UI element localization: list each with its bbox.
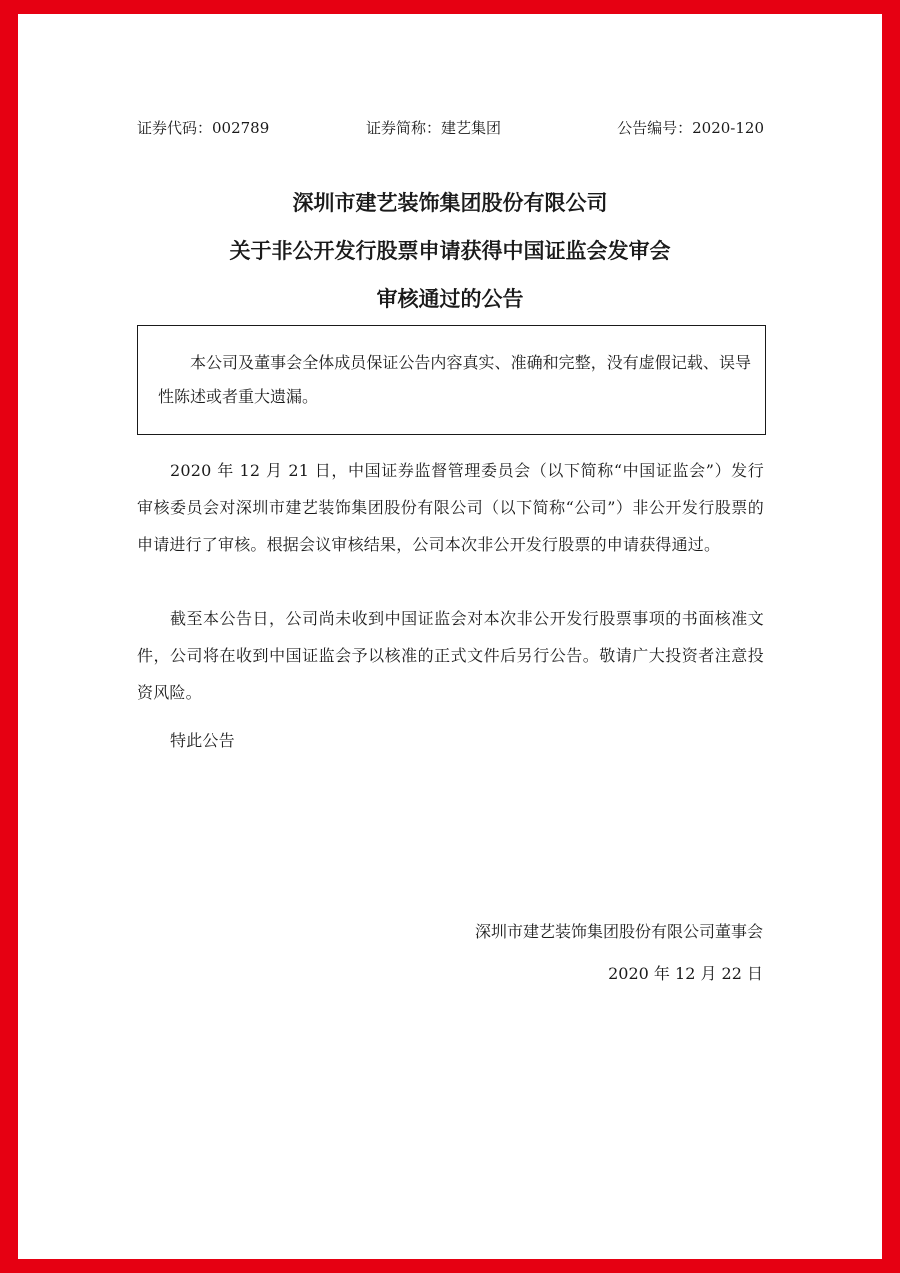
board-statement-text: 本公司及董事会全体成员保证公告内容真实、准确和完整，没有虚假记载、误导性陈述或者重大遗漏。 bbox=[158, 353, 751, 406]
title-line-3: 审核通过的公告 bbox=[376, 287, 524, 311]
signature-company: 深圳市建艺装饰集团股份有限公司董事会 bbox=[474, 922, 763, 941]
signature-date: 2020 年 12 月 22 日 bbox=[608, 964, 763, 983]
announcement-header bbox=[137, 117, 764, 139]
title-line-2: 关于非公开发行股票申请获得中国证监会发审会 bbox=[229, 239, 671, 263]
closing-statement: 特此公告 bbox=[170, 731, 235, 750]
stock-abbreviation: 证券简称：建艺集团 bbox=[366, 119, 502, 137]
body-paragraph-2: 截至本公告日，公司尚未收到中国证监会对本次非公开发行股票事项的书面核准文件，公司将在收到中国证监会予以核准的正式文件后另行公告。敬请广大投资者注意投资风险。 bbox=[137, 609, 764, 702]
board-statement-box bbox=[137, 325, 766, 435]
announcement-number: 公告编号：2020-120 bbox=[617, 119, 764, 137]
body-paragraph-1: 2020 年 12 月 21 日，中国证券监督管理委员会（以下简称“中国证监会”）发行审核委员会对深圳市建艺装饰集团股份有限公司（以下简称“公司”）非公开发行股票的申请进行了审核。根据会议审核结果，公司本次非公开发行股票的申请获得通过。 bbox=[137, 461, 764, 554]
title-line-1: 深圳市建艺装饰集团股份有限公司 bbox=[292, 191, 608, 215]
stock-code: 证券代码：002789 bbox=[137, 119, 270, 137]
